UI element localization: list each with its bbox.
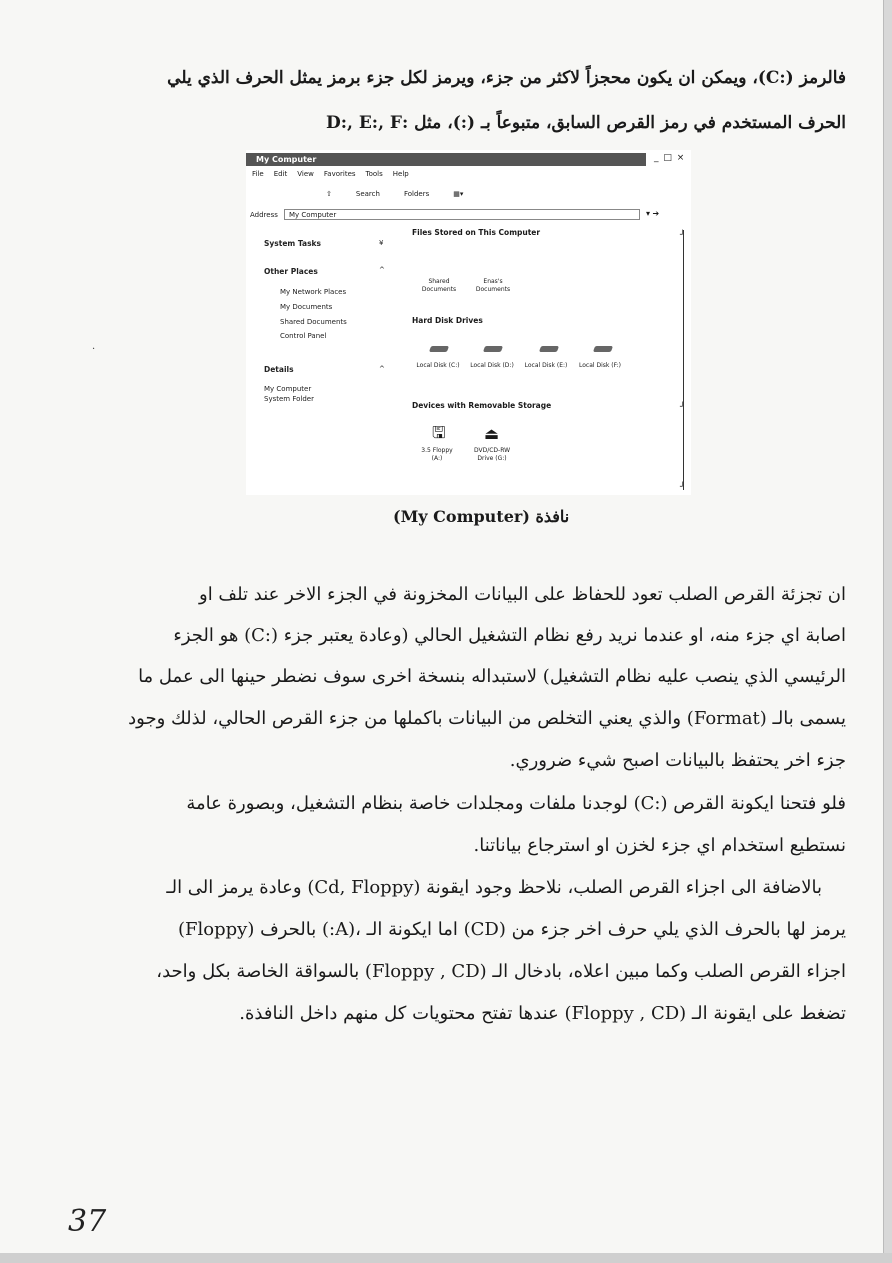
drive-d: Local Disk (D:) [470,362,514,369]
hard-disks-heading: Hard Disk Drives [412,316,483,325]
cd-drive-icon: ⏏ [484,424,500,443]
scrollbar [680,230,692,491]
body-line-4: يسمى بالـ (Format) والذي يعني التخلص من البيانات باكملها من جزء القرص الحالي، لذلك وجود [128,708,846,729]
figure-caption: نافذة (My Computer) [393,507,570,526]
removable-heading: Devices with Removable Storage [412,401,552,410]
back-icon: ⇧ [326,190,332,198]
toolbar [326,190,463,198]
menu-view: View [297,170,314,178]
body-line-3: الرئيسي الذي ينصب عليه نظام التشغيل) لاستبداله بنسخة اخرى سوف نضطر حينها الى عمل ما [138,666,846,687]
drive-icon [593,346,613,352]
place-control-panel: Control Panel [280,332,327,340]
drive-c: Local Disk (C:) [416,362,460,369]
scan-speck: · [92,344,96,355]
top-text-line-2: الحرف المستخدم في رمز القرص السابق، متبوعاً بـ (:)، مثل :D:, E:, F [325,113,846,133]
body-line-2: اصابة اي جزء منه، او عندما نريد رفع نظام التشغيل الحالي (وعادة يعتبر جزء (:C) هو الجزء [173,625,846,646]
address-label: Address [250,211,278,219]
folder-user-documents: Enas's Documents [475,278,511,293]
collapse-icon: ¥ [379,239,384,247]
top-text-line-1: فالرمز (:C)، ويمكن ان يكون محجزاً لاكثر من جزء، ويرمز لكل جزء برمز يمثل الحرف الذي يلي [167,68,846,88]
collapse-icon: ^ [379,365,385,373]
menu-bar [252,170,409,178]
menu-help: Help [392,170,409,178]
place-network: My Network Places [280,288,347,296]
collapse-icon: ^ [379,266,385,274]
body-line-7: نستطيع استخدام اي جزء لخزن او استرجاع بياناتنا. [473,835,846,856]
drive-icon [483,346,503,352]
scroll-mid-icon: ┘ [680,402,685,411]
other-places-heading: Other Places [264,267,318,276]
dvd-drive: DVD/CD-RW Drive (G:) [473,447,511,462]
page-number: 37 [68,1204,107,1239]
details-title: My Computer [264,385,312,393]
folder-shared-documents: Shared Documents [421,278,457,293]
views-icon: ▦▾ [453,190,464,198]
drive-icon [429,346,449,352]
body-line-1: ان تجزئة القرص الصلب تعود للحفاظ على البيانات المخزونة في الجزء الاخر عند تلف او [199,584,846,605]
drive-f: Local Disk (F:) [579,362,621,369]
scroll-down-icon: ┘ [680,482,685,491]
drive-e: Local Disk (E:) [524,362,568,369]
files-stored-heading: Files Stored on This Computer [412,228,541,237]
floppy-drive: 3.5 Floppy (A:) [421,447,453,462]
body-line-5: جزء اخر يحتفظ بالبيانات اصبح شيء ضروري. [509,750,846,771]
scroll-up-icon: ┘ [680,230,685,239]
floppy-icon: 🖫 [432,423,446,442]
go-icon: ▾ ➔ [646,209,660,218]
drive-icon [539,346,559,352]
body-line-9: (Floppy) بالحرف (:A)، اما ايكونة الـ (CD) يرمز لها بالحرف الذي يلي حرف اخر جزء من [178,919,846,940]
page-edge [883,0,892,1263]
place-shared: Shared Documents [280,318,347,326]
window-buttons: _ □ × [654,153,686,163]
body-line-11: تضغط على ايقونة الـ (Floppy , CD) عندها تفتح محتويات كل منهم داخل النافذة. [239,1003,846,1024]
page-bottom-edge [0,1253,892,1263]
body-line-10: اجزاء القرص الصلب وكما مبين اعلاه، بادخال الـ (Floppy , CD) بالسواقة الخاصة بكل واحد، [156,961,846,982]
details-heading: Details [264,365,294,374]
window-title: My Computer [246,153,646,166]
body-line-8: بالاضافة الى اجزاء القرص الصلب، نلاحظ وجود ايقونة (Cd, Floppy) وعادة يرمز الى الـ [166,877,822,898]
body-line-6: فلو فتحنا ايكونة القرص (:C) لوجدنا ملفات ومجلدات خاصة بنظام التشغيل، وبصورة عامة [186,793,846,814]
my-computer-screenshot [246,150,691,495]
menu-favorites: Favorites [323,170,356,178]
details-sub: System Folder [264,395,314,403]
toolbar-folders: Folders [403,190,430,198]
menu-tools: Tools [365,170,383,178]
address-field: My Computer [284,209,640,220]
toolbar-search: Search [355,190,380,198]
menu-edit: Edit [273,170,288,178]
menu-file: File [252,170,264,178]
place-documents: My Documents [280,303,333,311]
system-tasks-heading: System Tasks [264,239,321,248]
